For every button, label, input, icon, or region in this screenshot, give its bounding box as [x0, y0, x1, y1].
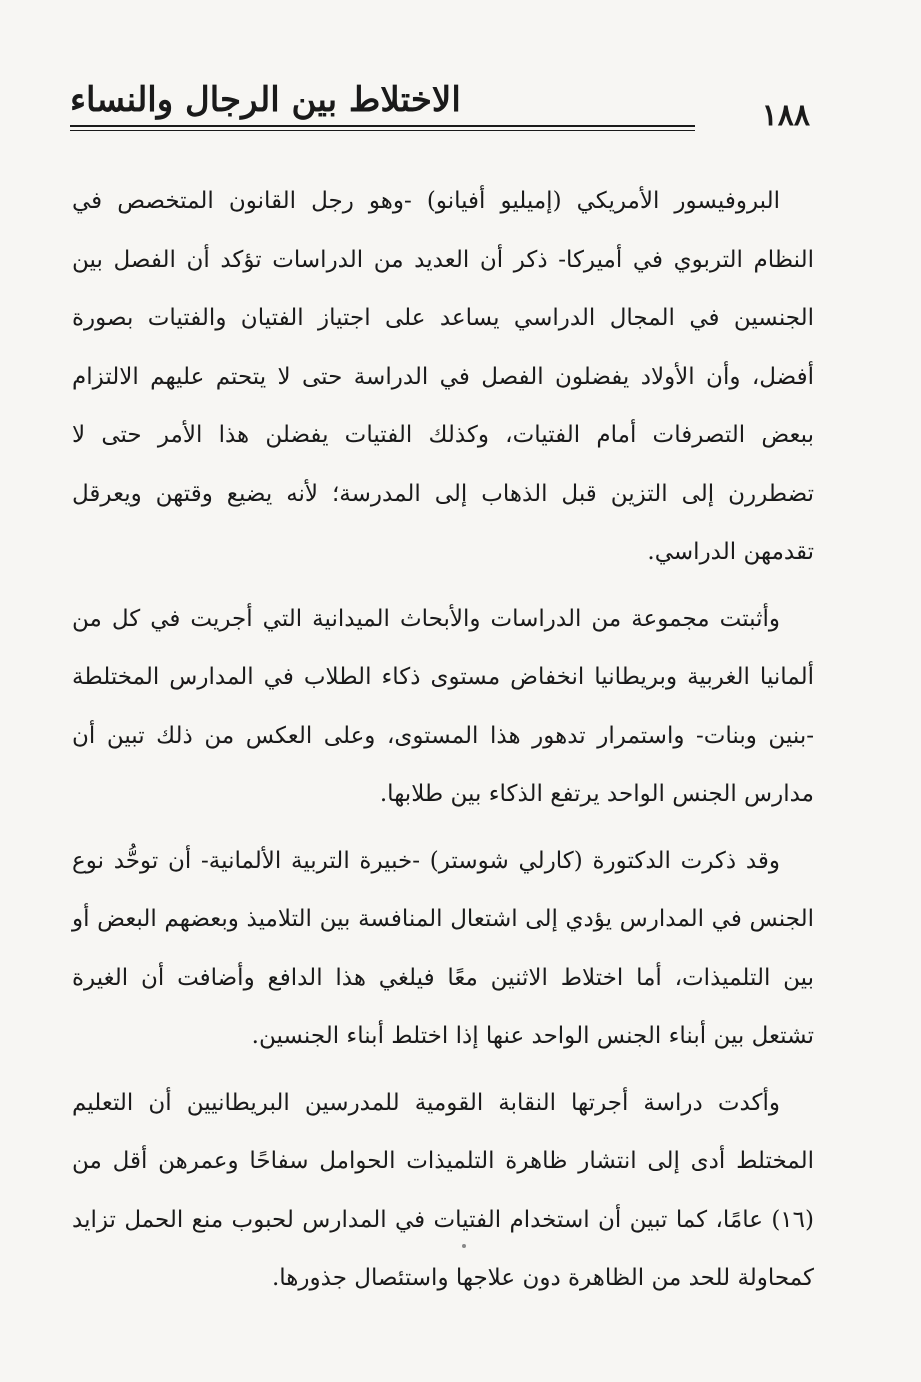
running-header: [70, 70, 820, 150]
header-rule: [70, 125, 695, 127]
page-number: ١٨٨: [761, 98, 810, 133]
paragraph-4: وأكدت دراسة أجرتها النقابة القومية للمدرسين البريطانيين أن التعليم المختلط أدى إلى انتشار ظاهرة التلميذات الحوامل سفاحًا وعمرهن أقل من (١٦) عامًا، كما تبين أن استخدام الفتيات في المدارس لحبوب منع الحمل تزايد كمحاولة للحد من الظاهرة دون علاجها واستئصال جذورها.: [72, 1089, 814, 1291]
body-text: [72, 172, 814, 1316]
paragraph-1: البروفيسور الأمريكي (إميليو أفيانو) -وهو رجل القانون المتخصص في النظام التربوي في أميركا- ذكر أن العديد من الدراسات تؤكد أن الفصل بين الجنسين في المجال الدراسي يساعد على اجتياز الفتيان والفتيات بصورة أفضل، وأن الأولاد يفضلون الفصل في الدراسة حتى لا يتحتم عليهم الالتزام ببعض التصرفات أمام الفتيات، وكذلك الفتيات يفضلن هذا الأمر حتى لا تضطررن إلى التزين قبل الذهاب إلى المدرسة؛ لأنه يضيع وقتهن ويعرقل تقدمهن الدراسي.: [72, 188, 814, 565]
header-title: الاختلاط بين الرجال والنساء: [70, 80, 461, 120]
paragraph-3: وقد ذكرت الدكتورة (كارلي شوستر) -خبيرة التربية الألمانية- أن توحُّد نوع الجنس في المدارس يؤدي إلى اشتعال المنافسة بين التلاميذ وبعضهم البعض أو بين التلميذات، أما اختلاط الاثنين معًا فيلغي هذا الدافع وأضافت أن الغيرة تشتعل بين أبناء الجنس الواحد عنها إذا اختلط أبناء الجنسين.: [72, 847, 814, 1049]
scan-speck: [462, 1244, 466, 1248]
header-rule-thin: [70, 130, 695, 131]
paragraph-2: وأثبتت مجموعة من الدراسات والأبحاث الميدانية التي أجريت في كل من ألمانيا الغربية وبريطانيا انخفاض مستوى ذكاء الطلاب في المدارس المختلطة -بنين وبنات- واستمرار تدهور هذا المستوى، وعلى العكس من ذلك تبين أن مدارس الجنس الواحد يرتفع الذكاء بين طلابها.: [72, 605, 814, 807]
